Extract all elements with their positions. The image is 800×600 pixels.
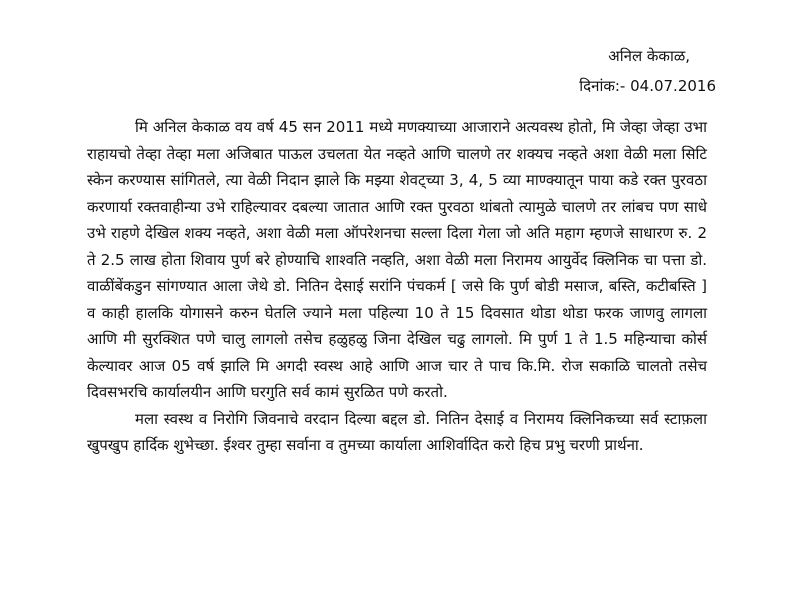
sender-name: अनिल केकाळ, [608,47,690,65]
date-value: 04.07.2016 [630,77,716,95]
paragraph-gratitude: मला स्वस्थ व निरोगि जिवनाचे वरदान दिल्या बद्दल डो. नितिन देसाई व निरामय क्लिनिकच्या सर्व स्टाफ़ला खुपखुप हार्दिक शुभेच्छा. ईश्वर तुम्हा सर्वाना व तुमच्या कार्याला आशिर्वादित करो हिच प्रभु चरणी प्रार्थना. [87,409,707,454]
date-line [579,72,716,100]
letter-body [87,114,707,459]
paragraph-testimony: मि अनिल केकाळ वय वर्ष 45 सन 2011 मध्ये मणक्याच्या आजाराने अत्यवस्थ होतो, मि जेव्हा जेव्हा उभा राहायचो तेव्हा तेव्हा मला अजिबात पाऊल उचलता येत नव्हते आणि चालणे तर शक्यच नव्हते अशा वेळी मला सिटि स्केन करण्यास सांगितले, त्या वेळी निदान झाले कि मझ्या शेवट्च्या 3, 4, 5 व्या माण्क्यातून पाया कडे रक्त पुरवठा करणार्या रक्तवाहीन्या उभे राहिल्यावर दबल्या जातात आणि रक्त पुरवठा थांबतो त्यामुळे चालणे तर लांबच पण साधे उभे राहणे देखिल शक्य नव्हते, अशा वेळी मला ऑपरेशनचा सल्ला दिला गेला जो अति महाग म्हणजे साधारण रु. 2 ते 2.5 लाख होता शिवाय पुर्ण बरे होण्याचि शाश्वति नव्हति, अशा वेळी मला निरामय आयुर्वेद क्लिनिक चा पत्ता डो. वाळींबेंकडुन सांगण्यात आला जेथे डो. नितिन देसाई सरांनि पंचकर्म [ जसे कि पुर्ण बोडी मसाज, बस्ति, कटीबस्ति ] व काही हालकि योगासने करुन घेतलि ज्याने मला पहिल्या 10 ते 15 दिवसात थोडा थोडा फरक जाणवु लागला आणि मी सुरक्शित पणे चालु लागलो तसेच हळुहळु जिना देखिल चढु लागलो. मि पुर्ण 1 ते 1.5 महिन्याचा कोर्स केल्यावर आज 05 वर्ष झालि मि अगदी स्वस्थ आहे आणि आज चार ते पाच कि.मि. रोज सकाळि चालतो तसेच दिवसभरचि कार्यालयीन आणि घरगुति सर्व कामं सुरळित पणे करतो. [87,118,707,401]
date-label: दिनांक:- [579,77,626,95]
